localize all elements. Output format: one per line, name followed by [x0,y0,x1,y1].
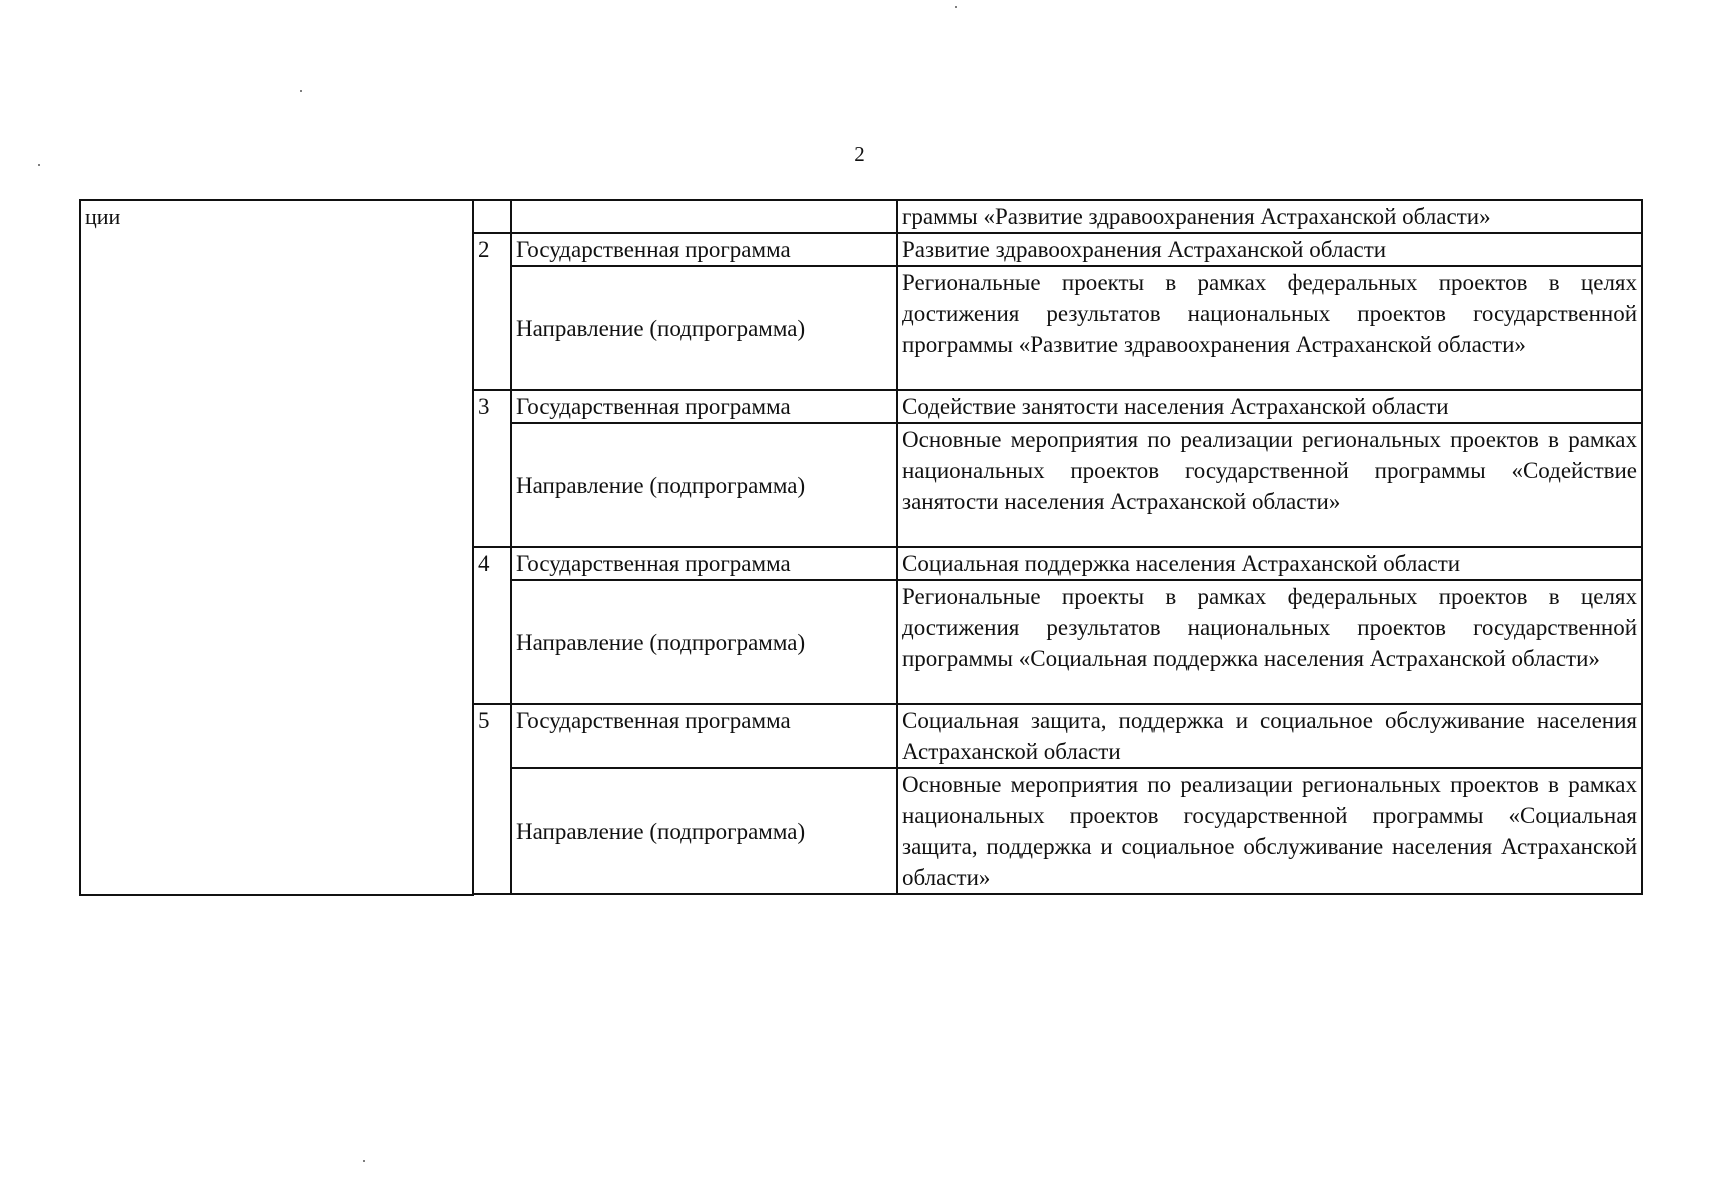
programs-table [79,199,1643,896]
direction-label: Направление (подпрограмма) [511,768,897,894]
program-label: Государственная программа [511,547,897,580]
direction-label: Направление (подпрограмма) [511,580,897,704]
scan-speck [363,1160,365,1162]
program-label: Государственная программа [511,390,897,423]
direction-text: Региональные проекты в рамках федеральных проектов в целях достижения результатов национальных проектов государственной программы «Социальная поддержка населения Астраханской области» [897,580,1642,704]
direction-text: Региональные проекты в рамках федеральных проектов в целях достижения результатов национальных проектов государственной программы «Развитие здравоохранения Астраханской области» [897,266,1642,390]
direction-text: Основные мероприятия по реализации региональных проектов в рамках национальных проектов государственной программы «Социальная защита, поддержка и социальное обслуживание населения Астраханской области» [897,768,1642,894]
left-column-cell [80,200,473,895]
left-column-text: ции [85,204,121,229]
program-name: Социальная защита, поддержка и социальное обслуживание населения Астраханской области [897,704,1642,768]
num-cell [473,200,511,233]
program-name: Развитие здравоохранения Астраханской области [897,233,1642,266]
scan-speck [955,6,957,8]
table-row [80,200,1642,233]
text-cell: граммы «Развитие здравоохранения Астраханской области» [897,200,1642,233]
direction-label: Направление (подпрограмма) [511,266,897,390]
program-name: Социальная поддержка населения Астраханской области [897,547,1642,580]
page-number: 2 [854,142,865,166]
direction-label: Направление (подпрограмма) [511,423,897,547]
row-number: 3 [473,390,511,547]
type-cell [511,200,897,233]
program-name: Содействие занятости населения Астраханской области [897,390,1642,423]
program-label: Государственная программа [511,704,897,768]
row-number: 2 [473,233,511,390]
row-number: 5 [473,704,511,894]
direction-text: Основные мероприятия по реализации региональных проектов в рамках национальных проектов государственной программы «Содействие занятости населения Астраханской области» [897,423,1642,547]
program-label: Государственная программа [511,233,897,266]
scan-speck [300,90,302,92]
row-number: 4 [473,547,511,704]
